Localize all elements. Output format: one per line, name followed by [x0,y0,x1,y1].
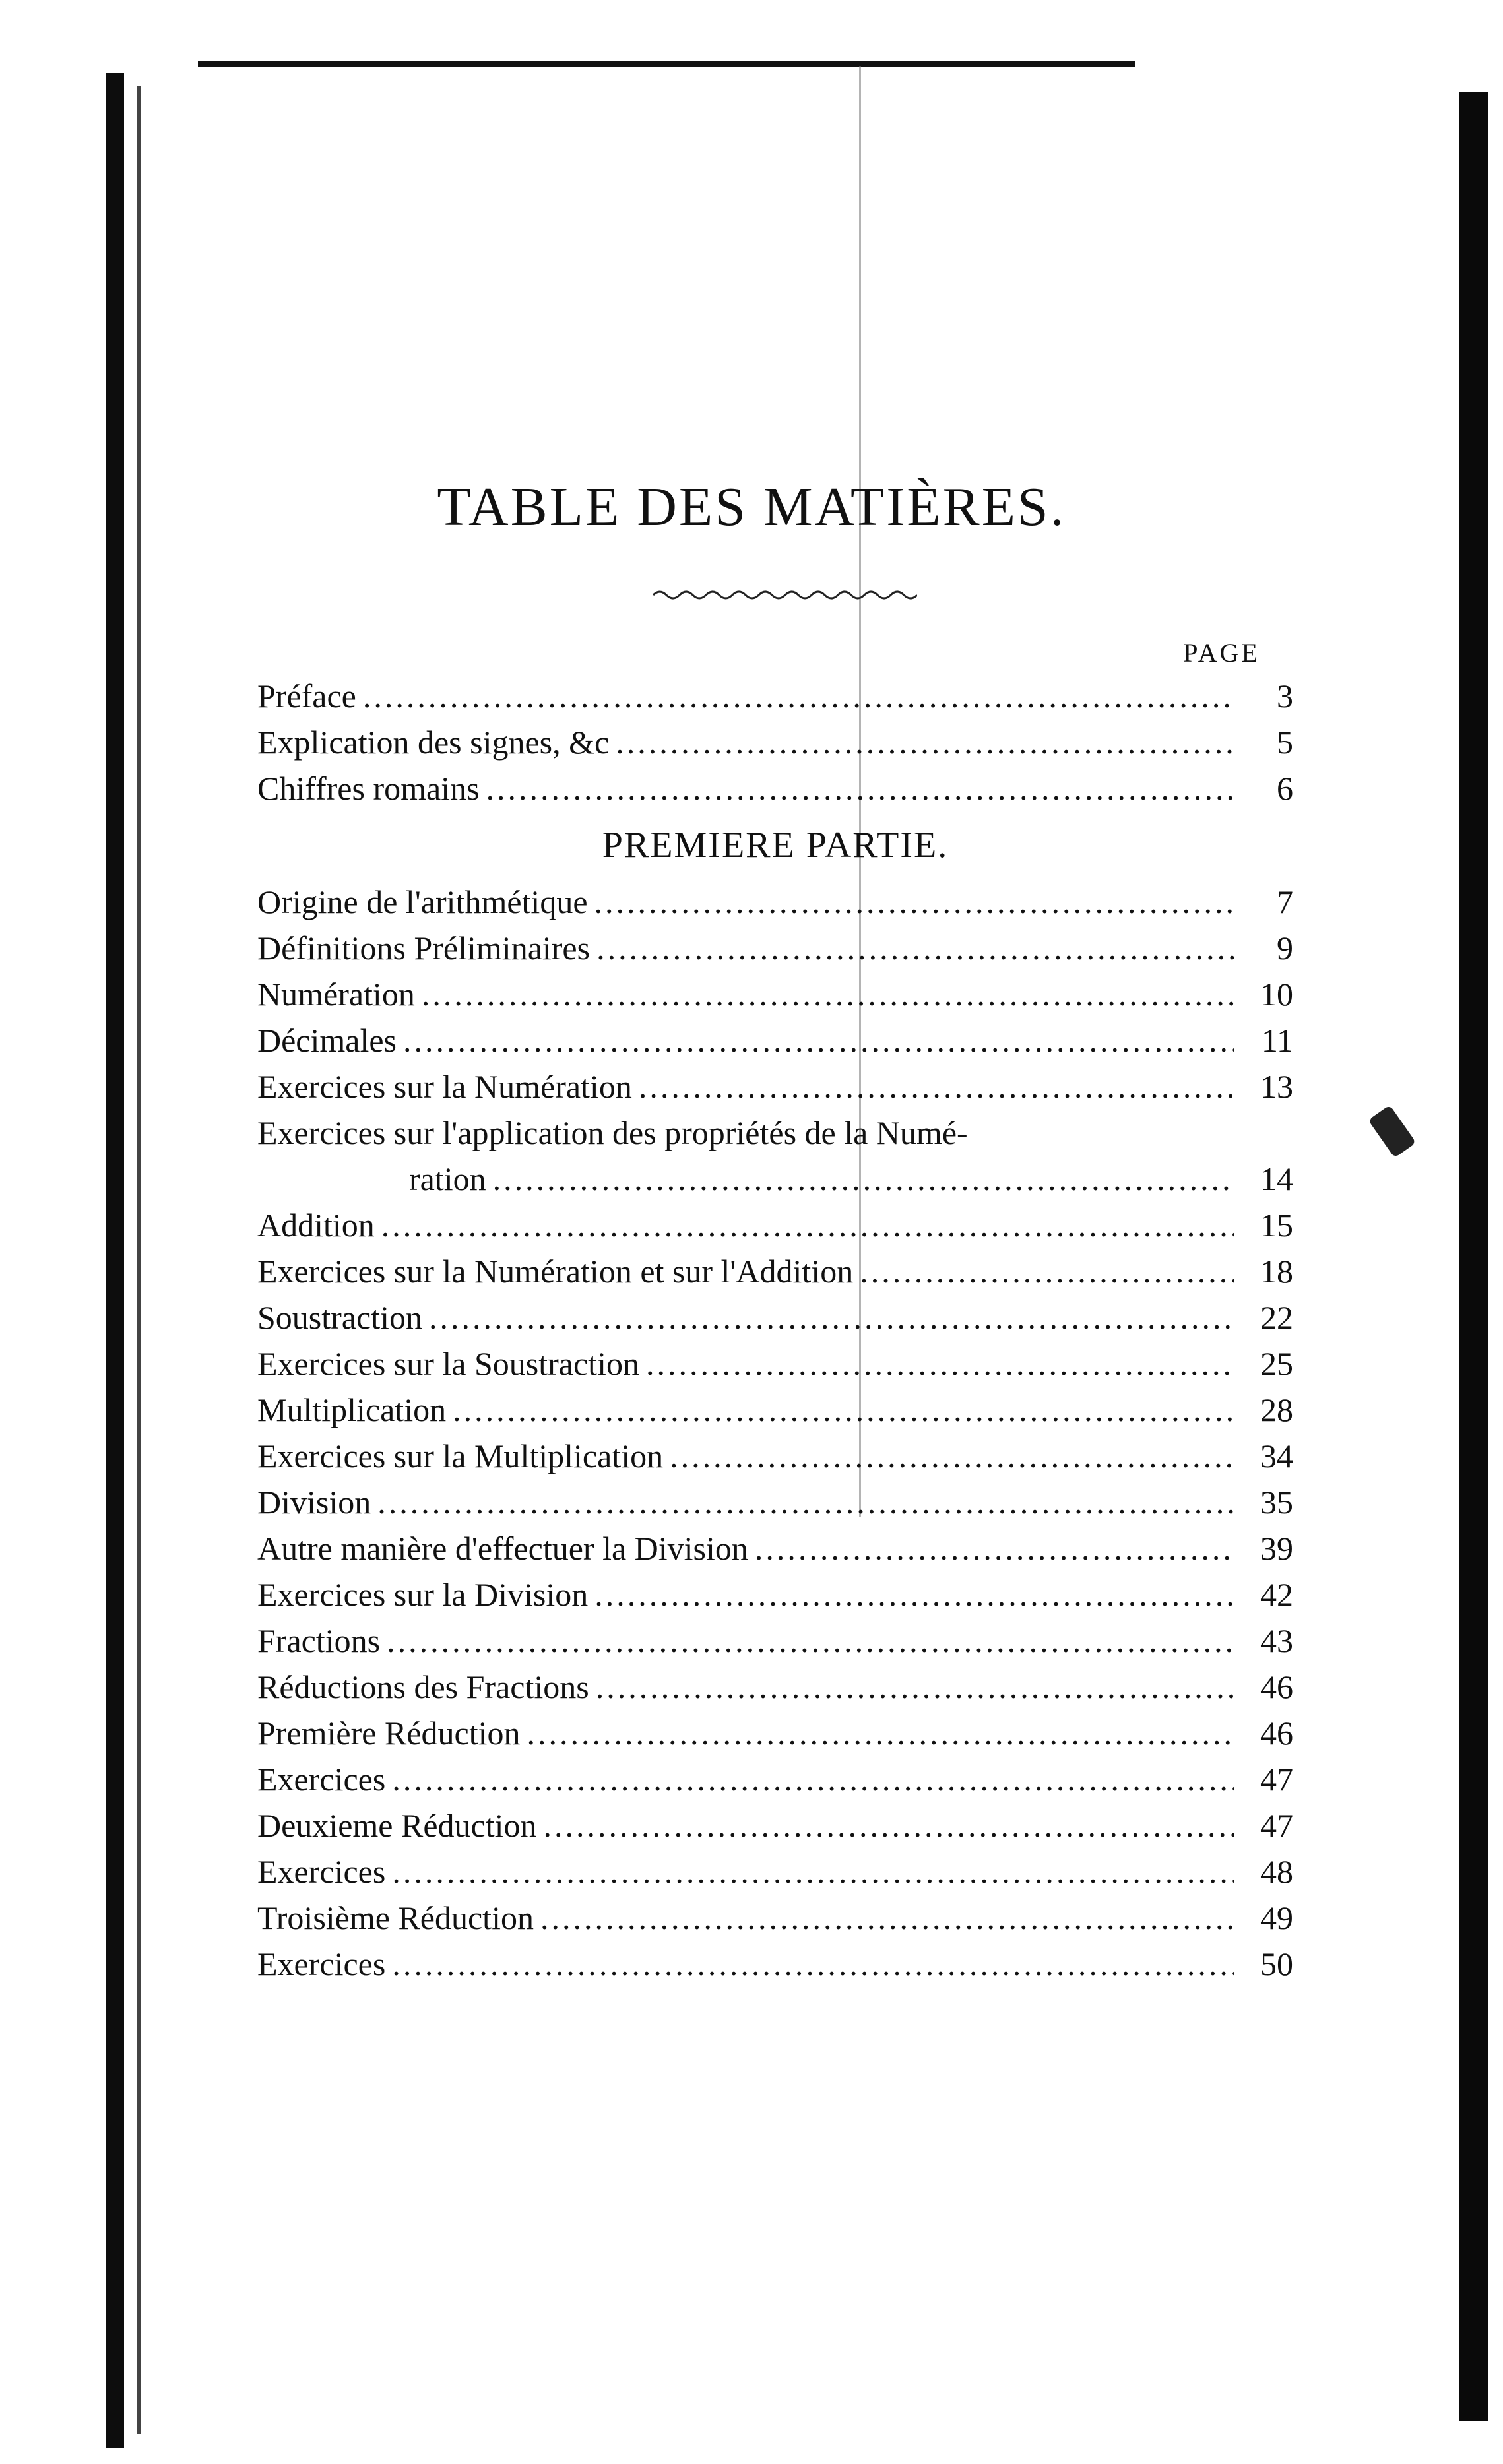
toc-entry [257,1202,1293,1248]
dot-leader [392,1848,1234,1895]
section-heading: PREMIERE PARTIE. [602,825,949,866]
toc-entry [257,765,1293,811]
toc-entry-page: 50 [1260,1945,1293,1982]
dot-leader [540,1895,1234,1941]
toc-entry-label: Définitions Préliminaires [257,930,591,966]
toc-entry-label: Soustraction [257,1299,422,1336]
toc-entry-page: 39 [1260,1530,1293,1567]
toc-entry-label: Exercices [257,1945,386,1982]
toc-entry [257,1756,1293,1802]
toc-entry-multiline [257,1110,1293,1202]
toc-entry-label: Multiplication [257,1391,447,1428]
dot-leader [453,1387,1234,1433]
toc-entry-page: 43 [1260,1622,1293,1659]
dot-leader [527,1710,1234,1756]
dot-leader [392,1756,1234,1802]
toc-entry [257,1941,1293,1987]
toc-entry-page: 3 [1277,678,1293,714]
dot-leader [860,1248,1234,1294]
dot-leader [403,1017,1234,1063]
dot-leader [381,1202,1234,1248]
toc-entry-page: 14 [1260,1160,1293,1197]
toc-entry-label: Fractions [257,1622,381,1659]
table-of-contents [257,633,1293,1987]
toc-entry [257,1618,1293,1664]
toc-entry [257,1895,1293,1941]
dot-leader [387,1618,1234,1664]
toc-entry [257,1848,1293,1895]
dot-leader [392,1941,1234,1987]
toc-entry [257,1063,1293,1110]
toc-entry [257,1294,1293,1341]
toc-entry-label: Exercices sur la Division [257,1576,589,1613]
toc-entry [257,673,1293,719]
toc-entry [257,1387,1293,1433]
toc-entry-page: 6 [1277,770,1293,807]
toc-entry-line [257,1110,1293,1156]
toc-entry-page: 9 [1277,930,1293,966]
dot-leader [670,1433,1234,1479]
dot-leader [594,879,1234,925]
toc-entry [257,1525,1293,1571]
part-entries-list [257,1202,1293,1987]
toc-entry-label: Numération [257,976,415,1013]
ink-blot [1368,1105,1417,1158]
toc-entry-page: 35 [1260,1484,1293,1521]
right-edge-shadow [1459,92,1488,2421]
toc-entry [257,879,1293,925]
wavy-ornament [653,581,917,607]
toc-entry-label: ration [409,1160,486,1197]
dot-leader [596,925,1234,971]
toc-entry [257,971,1293,1017]
toc-entry-label: Autre manière d'effectuer la Division [257,1530,748,1567]
toc-entry [257,1571,1293,1618]
toc-entry [257,1710,1293,1756]
toc-entry [257,925,1293,971]
dot-leader [486,765,1234,811]
toc-entry-label: Troisième Réduction [257,1899,534,1936]
dot-leader [755,1525,1234,1571]
dot-leader [363,673,1234,719]
toc-entry-label: Division [257,1484,371,1521]
dot-leader [616,719,1234,765]
toc-entry-page: 46 [1260,1715,1293,1752]
toc-entry [257,1664,1293,1710]
toc-entry-label: Origine de l'arithmétique [257,883,588,920]
page-column-header: PAGE [1183,638,1260,668]
part-entries-list [257,879,1293,1110]
toc-entry-page: 48 [1260,1853,1293,1890]
toc-entry-page: 28 [1260,1391,1293,1428]
top-edge-rule [198,61,1135,67]
toc-entry-page: 47 [1260,1807,1293,1844]
toc-entry-label: Exercices sur l'application des propriétés de la Numé- [257,1114,968,1151]
toc-entry-page: 18 [1260,1253,1293,1290]
toc-entry [257,1433,1293,1479]
dot-leader [639,1063,1234,1110]
toc-entry-label: Exercices sur la Soustraction [257,1345,639,1382]
binding-edge-line [137,86,141,2434]
toc-entry [257,1479,1293,1525]
toc-entry-page: 47 [1260,1761,1293,1798]
dot-leader [429,1294,1234,1341]
dot-leader [377,1479,1234,1525]
dot-leader [646,1341,1234,1387]
toc-entry-label: Réductions des Fractions [257,1668,589,1705]
dot-leader [493,1156,1234,1202]
toc-entry-page: 42 [1260,1576,1293,1613]
toc-entry-page: 11 [1261,1022,1293,1059]
toc-entry-page: 13 [1260,1068,1293,1105]
toc-entry-label: Exercices [257,1761,386,1798]
toc-entry [257,1341,1293,1387]
toc-entry [257,1248,1293,1294]
toc-entry [257,1017,1293,1063]
toc-entry-label: Exercices sur la Numération et sur l'Addition [257,1253,854,1290]
toc-entry [257,1802,1293,1848]
dot-leader [422,971,1234,1017]
toc-entry-page: 5 [1277,724,1293,761]
dot-leader [544,1802,1234,1848]
dot-leader [596,1664,1234,1710]
toc-entry-line [257,1156,1293,1202]
dot-leader [594,1571,1234,1618]
toc-entry-page: 25 [1260,1345,1293,1382]
binding-edge-shadow [106,73,124,2448]
toc-entry-page: 7 [1277,883,1293,920]
page-title: TABLE DES MATIÈRES. [437,476,1066,538]
toc-entry-label: Exercices sur la Multiplication [257,1437,664,1474]
toc-entry-label: Première Réduction [257,1715,521,1752]
front-matter-list [257,673,1293,811]
toc-entry-label: Préface [257,678,356,714]
toc-entry-page: 49 [1260,1899,1293,1936]
toc-entry-page: 15 [1260,1207,1293,1244]
toc-entry-label: Exercices sur la Numération [257,1068,632,1105]
toc-entry-page: 22 [1260,1299,1293,1336]
toc-entry-label: Deuxieme Réduction [257,1807,537,1844]
toc-entry-label: Explication des signes, &c [257,724,610,761]
toc-entry-label: Décimales [257,1022,397,1059]
toc-entry-label: Exercices [257,1853,386,1890]
toc-entry-label: Chiffres romains [257,770,480,807]
toc-entry-page: 46 [1260,1668,1293,1705]
toc-entry-label: Addition [257,1207,375,1244]
toc-entry-page: 34 [1260,1437,1293,1474]
toc-entry-page: 10 [1260,976,1293,1013]
toc-entry [257,719,1293,765]
